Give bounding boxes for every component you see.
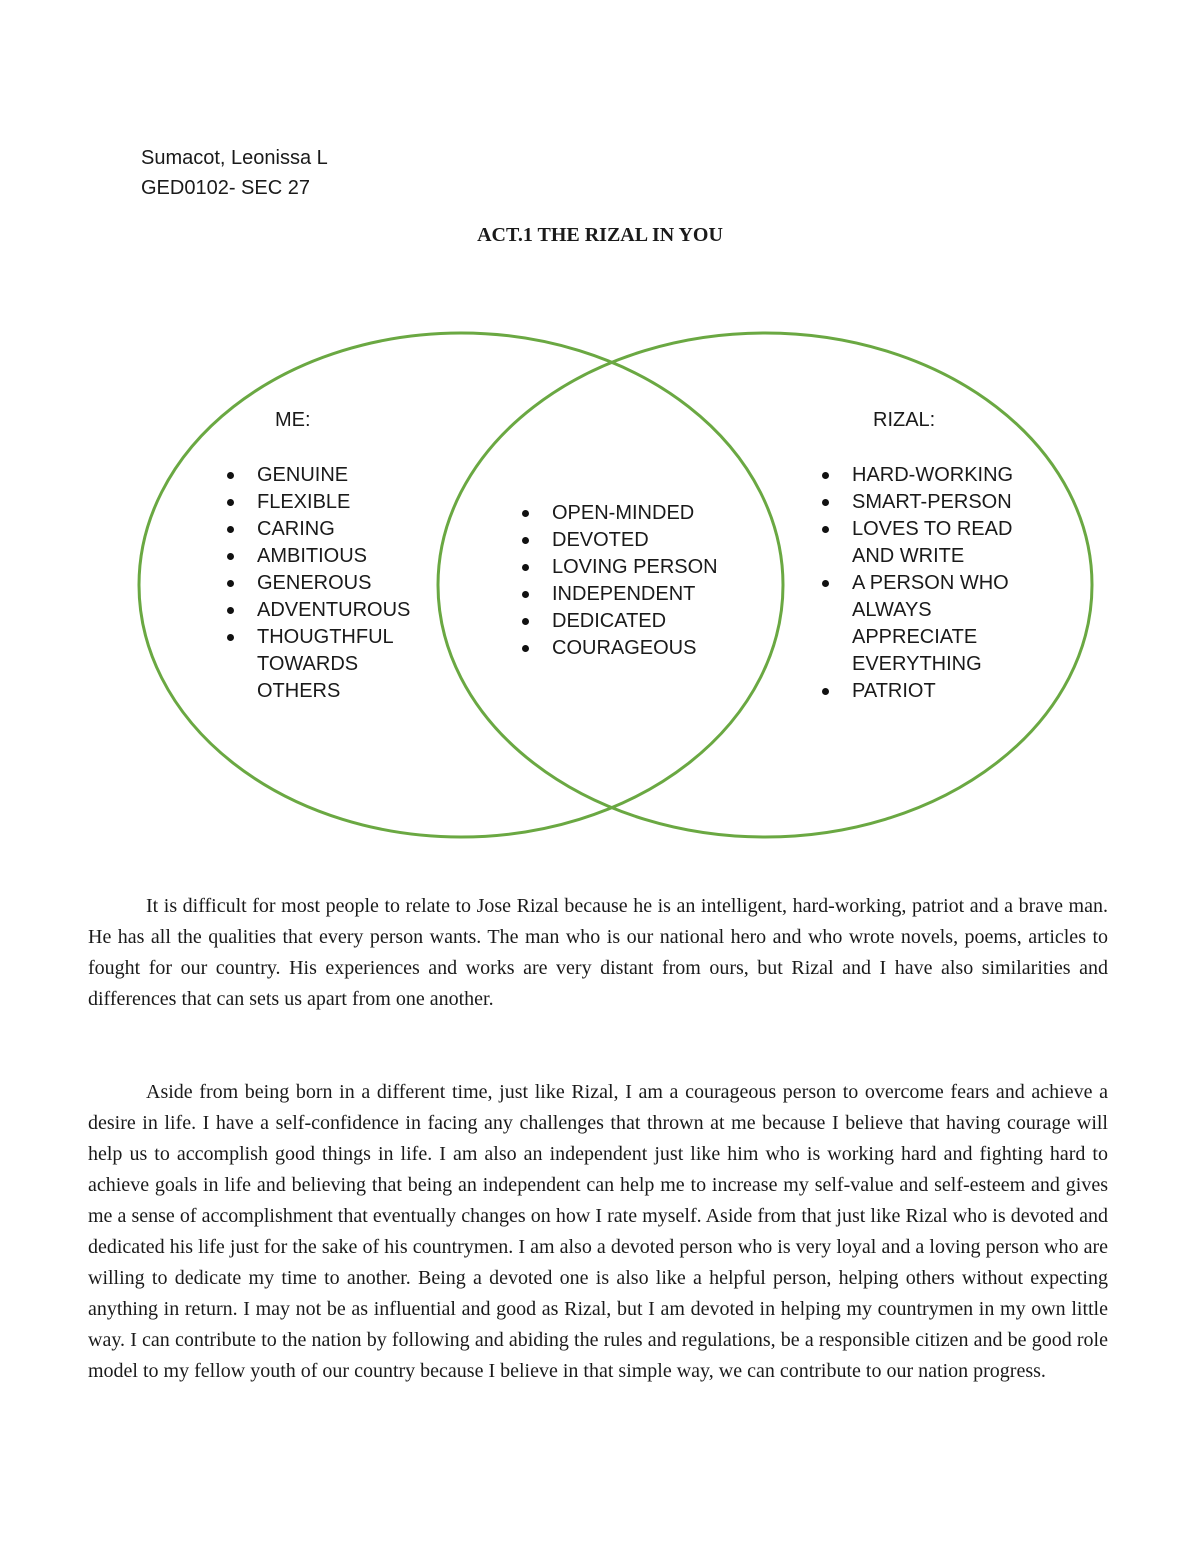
me-traits-list: [257, 462, 447, 705]
list-item: DEDICATED: [552, 608, 752, 635]
shared-traits-list: [552, 500, 752, 662]
page-title: ACT.1 THE RIZAL IN YOU: [477, 224, 723, 246]
student-name: Sumacot, Leonissa L: [141, 147, 328, 169]
list-item: ADVENTUROUS: [257, 597, 447, 624]
rizal-traits-list: [852, 462, 1047, 705]
student-header: [141, 143, 328, 203]
list-item: DEVOTED: [552, 527, 752, 554]
paragraph-comparison: Aside from being born in a different time, just like Rizal, I am a courageous person to overcome fears and achieve a desire in life. I have a self-confidence in facing any challenges that thrown at me because I believe that having courage will help us to accomplish good things in life. I am also an independent just like him who is working hard and fighting hard to achieve goals in life and believing that being an independent can help me to increase my self-value and self-esteem and gives me a sense of accomplishment that eventually changes on how I rate myself. Aside from that just like Rizal who is devoted and dedicated his life just for the sake of his countrymen. I am also a devoted person who is very loyal and a loving person who are willing to dedicate my time to another. Being a devoted one is also like a helpful person, helping others without expecting anything in return. I may not be as influential and good as Rizal, but I am devoted in helping my countrymen in my own little way. I can contribute to the nation by following and abiding the rules and regulations, be a responsible citizen and be good role model to my fellow youth of our country because I believe in that simple way, we can contribute to our nation progress.: [88, 1081, 1108, 1382]
list-item: SMART-PERSON: [852, 489, 1047, 516]
list-item: PATRIOT: [852, 678, 1047, 705]
list-item: GENEROUS: [257, 570, 447, 597]
list-item: HARD-WORKING: [852, 462, 1047, 489]
rizal-label: RIZAL:: [873, 409, 936, 431]
list-item: INDEPENDENT: [552, 581, 752, 608]
list-item: CARING: [257, 516, 447, 543]
course-section: GED0102- SEC 27: [141, 177, 310, 199]
list-item: LOVING PERSON: [552, 554, 752, 581]
paragraph-intro: It is difficult for most people to relate to Jose Rizal because he is an intelligent, hard-working, patriot and a brave man. He has all the qualities that every person wants. The man who is our national hero and who wrote novels, poems, articles to fought for our country. His experiences and works are very distant from ours, but Rizal and I have also similarities and differences that can sets us apart from one another.: [88, 895, 1108, 1010]
list-item: THOUGTHFUL TOWARDS OTHERS: [257, 624, 427, 705]
list-item: A PERSON WHO ALWAYS APPRECIATE EVERYTHING: [852, 570, 1047, 678]
list-item: OPEN-MINDED: [552, 500, 752, 527]
list-item: LOVES TO READ AND WRITE: [852, 516, 1047, 570]
list-item: FLEXIBLE: [257, 489, 447, 516]
list-item: COURAGEOUS: [552, 635, 752, 662]
list-item: GENUINE: [257, 462, 447, 489]
me-label: ME:: [275, 409, 311, 431]
list-item: AMBITIOUS: [257, 543, 447, 570]
